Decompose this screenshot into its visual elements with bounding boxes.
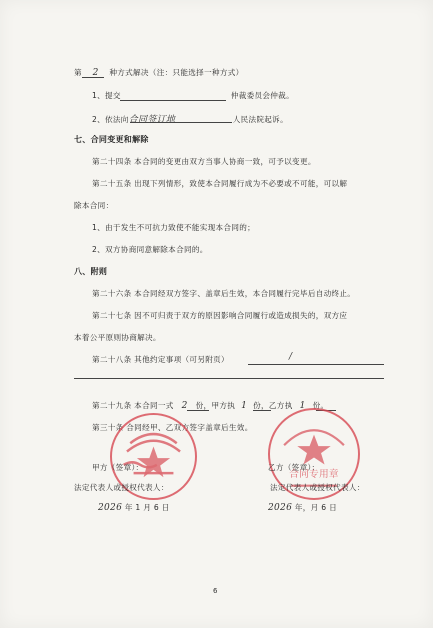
handwritten-choice: 2 bbox=[92, 68, 99, 78]
handwritten-copies-b: 1 bbox=[299, 401, 306, 411]
underline bbox=[74, 378, 384, 379]
page-number: 6 bbox=[213, 587, 218, 595]
option-2 bbox=[92, 112, 288, 125]
article-25-item2: 2、双方协商同意解除本合同的。 bbox=[92, 245, 208, 254]
handwritten-copies-total: 2 bbox=[181, 401, 188, 411]
underline bbox=[253, 410, 271, 411]
underline bbox=[120, 100, 226, 101]
section-7-title: 七、合同变更和解除 bbox=[74, 135, 149, 144]
party-b-label: 乙方（签章）： bbox=[268, 463, 320, 472]
underline bbox=[130, 122, 232, 123]
text: 人民法院起诉。 bbox=[232, 115, 288, 124]
party-a-date bbox=[98, 502, 170, 513]
handwritten-court: 合同签订地 bbox=[128, 115, 176, 125]
text: 份，乙方执 bbox=[253, 401, 293, 410]
party-b-date-rest: 年，月 6 日 bbox=[294, 503, 337, 512]
section-8-title: 八、附则 bbox=[74, 267, 108, 276]
party-a-label: 甲方（签章）： bbox=[92, 463, 144, 472]
article-25-line1: 第二十五条 出现下列情形，致使本合同履行成为不必要或不可能，可以解 bbox=[92, 179, 348, 188]
article-25-item1: 1、由于发生不可抗力致使不能实现本合同的； bbox=[92, 223, 256, 232]
party-b-date bbox=[268, 502, 337, 513]
article-26: 第二十六条 本合同经双方签字、盖章后生效，本合同履行完毕后自动终止。 bbox=[92, 289, 356, 298]
party-a-date-year: 2026 bbox=[98, 503, 123, 513]
text: 仲裁委员会仲裁。 bbox=[230, 91, 294, 100]
text: 第二十九条 本合同一式 bbox=[92, 401, 174, 410]
article-25-line2: 除本合同： bbox=[74, 201, 114, 210]
underline bbox=[187, 410, 209, 411]
underline bbox=[248, 364, 384, 365]
handwritten-slash: / bbox=[289, 352, 293, 362]
article-30: 第三十条 合同经甲、乙双方签字盖章后生效。 bbox=[92, 423, 253, 432]
article-27-line1: 第二十七条 因不可归责于双方的原因影响合同履行或造成损失的，双方应 bbox=[92, 311, 348, 320]
handwritten-copies-a: 1 bbox=[241, 401, 248, 411]
text: 份。 bbox=[312, 401, 329, 410]
text: 种方式解决（注：只能选择一种方式） bbox=[109, 68, 244, 77]
party-b-rep-label: 法定代表人或授权代表人： bbox=[270, 483, 365, 492]
text: 1、提交 bbox=[92, 91, 121, 100]
party-b-date-year: 2026 bbox=[268, 503, 293, 513]
article-24: 第二十四条 本合同的变更由双方当事人协商一致，可予以变更。 bbox=[92, 157, 316, 166]
underline bbox=[82, 77, 104, 78]
party-a-date-rest: 年 1 月 6 日 bbox=[124, 503, 170, 512]
text: 2、依法向 bbox=[92, 115, 129, 124]
article-28: 第二十八条 其他约定事项（可另附页） bbox=[92, 355, 229, 364]
text: 份，甲方执 bbox=[195, 401, 236, 410]
party-a-rep-label: 法定代表人或授权代表人： bbox=[74, 483, 169, 492]
party-b-seal-text: 合同专用章 bbox=[289, 468, 339, 480]
article-27-line2: 本着公平原则协商解决。 bbox=[74, 333, 161, 342]
text: 第 bbox=[74, 68, 82, 77]
